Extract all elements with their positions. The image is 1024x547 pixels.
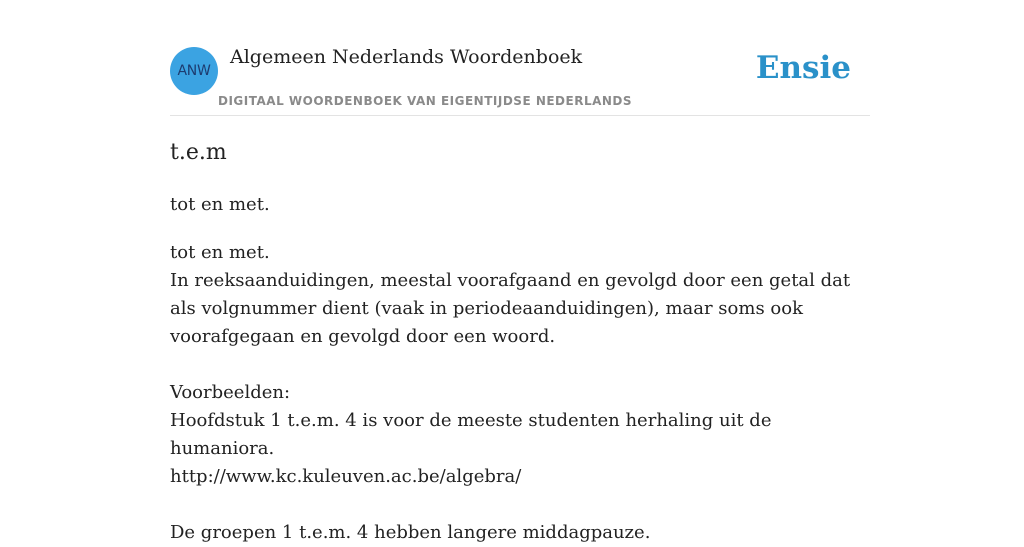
definition-body: tot en met. In reeksaanduidingen, meestal voorafgaand en gevolgd door een getal dat als volgnummer dient (vaak in periodeaanduidingen), maar soms ook voorafgegaan en gevolgd door een woord. Voorbeelden: Hoofdstuk 1 t.e.m. 4 is voor de meeste studenten herhaling uit de humaniora. http://www.kc.kuleuven.ac.be/algebra/ De groepen 1 t.e.m. 4 hebben langere middagpauze. xyxy=(170,242,851,543)
entry-term: t.e.m xyxy=(170,140,227,165)
anw-logo[interactable]: ANW xyxy=(170,47,218,95)
short-definition: tot en met. xyxy=(170,194,270,215)
source-subtitle: DIGITAAL WOORDENBOEK VAN EIGENTIJDSE NEDERLANDS xyxy=(218,94,633,108)
source-header xyxy=(170,40,870,116)
ensie-logo[interactable]: Ensie xyxy=(755,50,851,86)
source-title[interactable]: Algemeen Nederlands Woordenboek xyxy=(230,46,583,68)
